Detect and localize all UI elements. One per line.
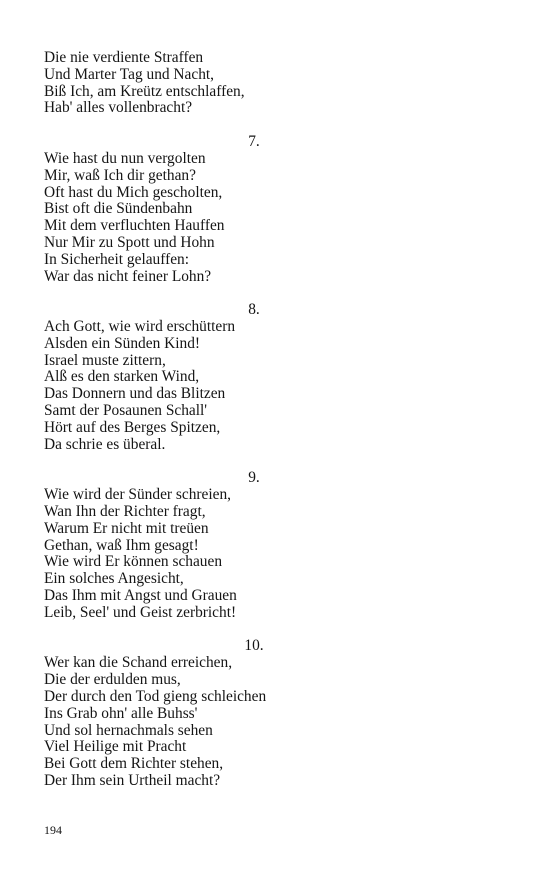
- poem-line: Alß es den starken Wind,: [44, 368, 200, 386]
- poem-line: Wer kan die Schand erreichen,: [44, 654, 233, 672]
- stanza-number: 8.: [248, 301, 260, 319]
- poem-line: Israel muste zittern,: [44, 351, 166, 369]
- poem-line: Wan Ihn der Richter fragt,: [44, 502, 206, 520]
- poem-line: Da schrie es überal.: [44, 435, 166, 453]
- stanza-10: [44, 638, 504, 789]
- stanza-7: [44, 134, 504, 285]
- poem-line: Wie hast du nun vergolten: [44, 149, 206, 167]
- poem-line: Das Donnern und das Blitzen: [44, 385, 226, 403]
- poem-line: Wie wird Er können schauen: [44, 553, 223, 571]
- stanza-9: [44, 470, 504, 621]
- poem-line: Ins Grab ohn' alle Buhss': [44, 704, 198, 722]
- page-number: 194: [44, 823, 62, 837]
- stanza-6-continuation: [44, 50, 504, 117]
- poem: [44, 50, 504, 790]
- poem-line: Gethan, waß Ihm gesagt!: [44, 536, 199, 554]
- poem-line: Leib, Seel' und Geist zerbricht!: [44, 603, 237, 621]
- poem-line: Die der erdulden mus,: [44, 671, 181, 689]
- poem-line: War das nicht feiner Lohn?: [44, 267, 212, 285]
- poem-line: Die nie verdiente Straffen: [44, 49, 204, 66]
- poem-line: Das Ihm mit Angst und Grauen: [44, 587, 237, 604]
- stanza-number: 9.: [248, 469, 260, 487]
- stanza-number: 10.: [244, 637, 264, 655]
- poem-line: Alsden ein Sünden Kind!: [44, 334, 201, 352]
- poem-line: Biß Ich, am Kreütz entschlaffen,: [44, 82, 245, 100]
- poem-line: Mit dem verfluchten Hauffen: [44, 217, 225, 235]
- stanza-8: [44, 302, 504, 453]
- poem-line: Oft hast du Mich gescholten,: [44, 183, 223, 201]
- poem-line: Samt der Posaunen Schall': [44, 402, 208, 420]
- poem-line: Hört auf des Berges Spitzen,: [44, 418, 221, 436]
- poem-line: Bist oft die Sündenbahn: [44, 200, 193, 218]
- poem-line: Hab' alles vollenbracht?: [44, 99, 193, 117]
- poem-line: Der Ihm sein Urtheil macht?: [44, 771, 221, 789]
- poem-line: Viel Heilige mit Pracht: [44, 738, 187, 756]
- poem-line: Mir, waß Ich dir gethan?: [44, 166, 196, 184]
- poem-line: In Sicherheit gelauffen:: [44, 250, 190, 268]
- poem-line: Ein solches Angesicht,: [44, 570, 184, 588]
- poem-line: Der durch den Tod gieng schleichen: [44, 687, 267, 705]
- poem-line: Warum Er nicht mit treüen: [44, 519, 209, 537]
- poem-line: Und sol hernachmals sehen: [44, 721, 213, 739]
- poem-line: Und Marter Tag und Nacht,: [44, 65, 215, 83]
- poem-line: Bei Gott dem Richter stehen,: [44, 755, 224, 773]
- poem-line: Nur Mir zu Spott und Hohn: [44, 233, 215, 251]
- poem-line: Wie wird der Sünder schreien,: [44, 486, 231, 504]
- poem-line: Ach Gott, wie wird erschüttern: [44, 318, 236, 335]
- stanza-number: 7.: [248, 133, 260, 151]
